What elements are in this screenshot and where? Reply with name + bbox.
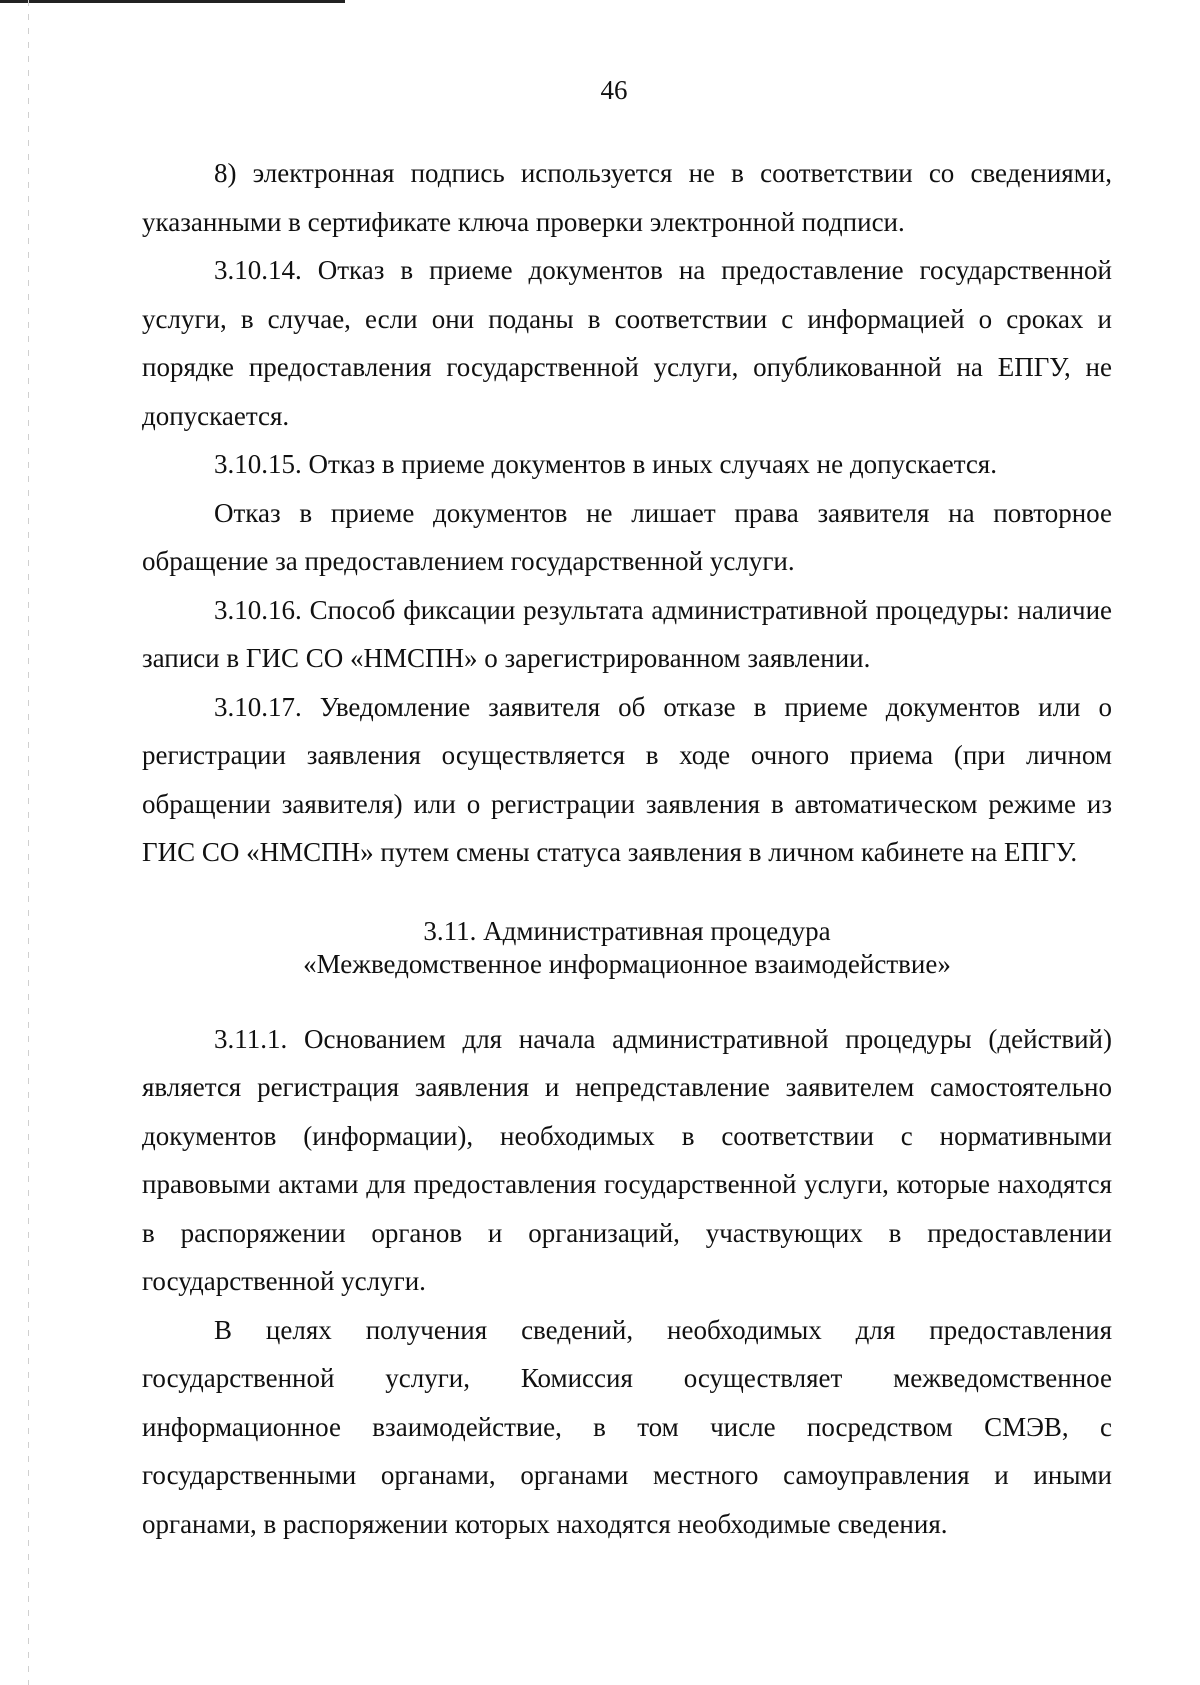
paragraph-item-8: 8) электронная подпись используется не в соответствии со сведениями, указанными в сертификате ключа проверки электронной подписи. xyxy=(142,158,1112,237)
paragraph-3-10-15: 3.10.15. Отказ в приеме документов в иных случаях не допускается. xyxy=(214,449,997,479)
scan-top-edge-line xyxy=(0,0,345,3)
section-heading-title: 3.11. Административная процедура xyxy=(423,915,831,946)
paragraph-3-10-16: 3.10.16. Способ фиксации результата административной процедуры: наличие записи в ГИС СО «НМСПН» о зарегистрированном заявлении. xyxy=(142,594,1112,673)
document-body xyxy=(142,149,1112,1548)
paragraph-3-11-1: 3.11.1. Основанием для начала административной процедуры (действий) является регистрация заявления и непредставление заявителем самостоятельно документов (информации), необходимых в соответствии с нормативными правовыми актами для предоставления государственной услуги, которые находятся в распоряжении органов и организаций, участвующих в предоставлении государственной услуги. xyxy=(142,1023,1112,1296)
section-heading-subtitle: «Межведомственное информационное взаимодействие» xyxy=(303,948,951,979)
paragraph-3-10-14: 3.10.14. Отказ в приеме документов на предоставление государственной услуги, в случае, если они поданы в соответствии с информацией о сроках и порядке предоставления государственной услуги, опубликованной на ЕПГУ, не допускается. xyxy=(142,255,1112,431)
scan-left-edge-artifact xyxy=(28,0,29,1685)
paragraph-interagency-exchange: В целях получения сведений, необходимых для предоставления государственной услуги, Комиссия осуществляет межведомственное информационное взаимодействие, в том числе посредством СМЭВ, с государственными органами, органами местного самоуправления и иными органами, в распоряжении которых находятся необходимые сведения. xyxy=(142,1314,1112,1539)
page-number: 46 xyxy=(600,75,628,105)
section-heading xyxy=(142,915,1112,981)
paragraph-3-10-17: 3.10.17. Уведомление заявителя об отказе в приеме документов или о регистрации заявления осуществляется в ходе очного приема (при личном обращении заявителя) или о регистрации заявления в автоматическом режиме из ГИС СО «НМСПН» путем смены статуса заявления в личном кабинете на ЕПГУ. xyxy=(142,691,1112,867)
paragraph-refusal-note: Отказ в приеме документов не лишает права заявителя на повторное обращение за предоставлением государственной услуги. xyxy=(142,497,1112,576)
